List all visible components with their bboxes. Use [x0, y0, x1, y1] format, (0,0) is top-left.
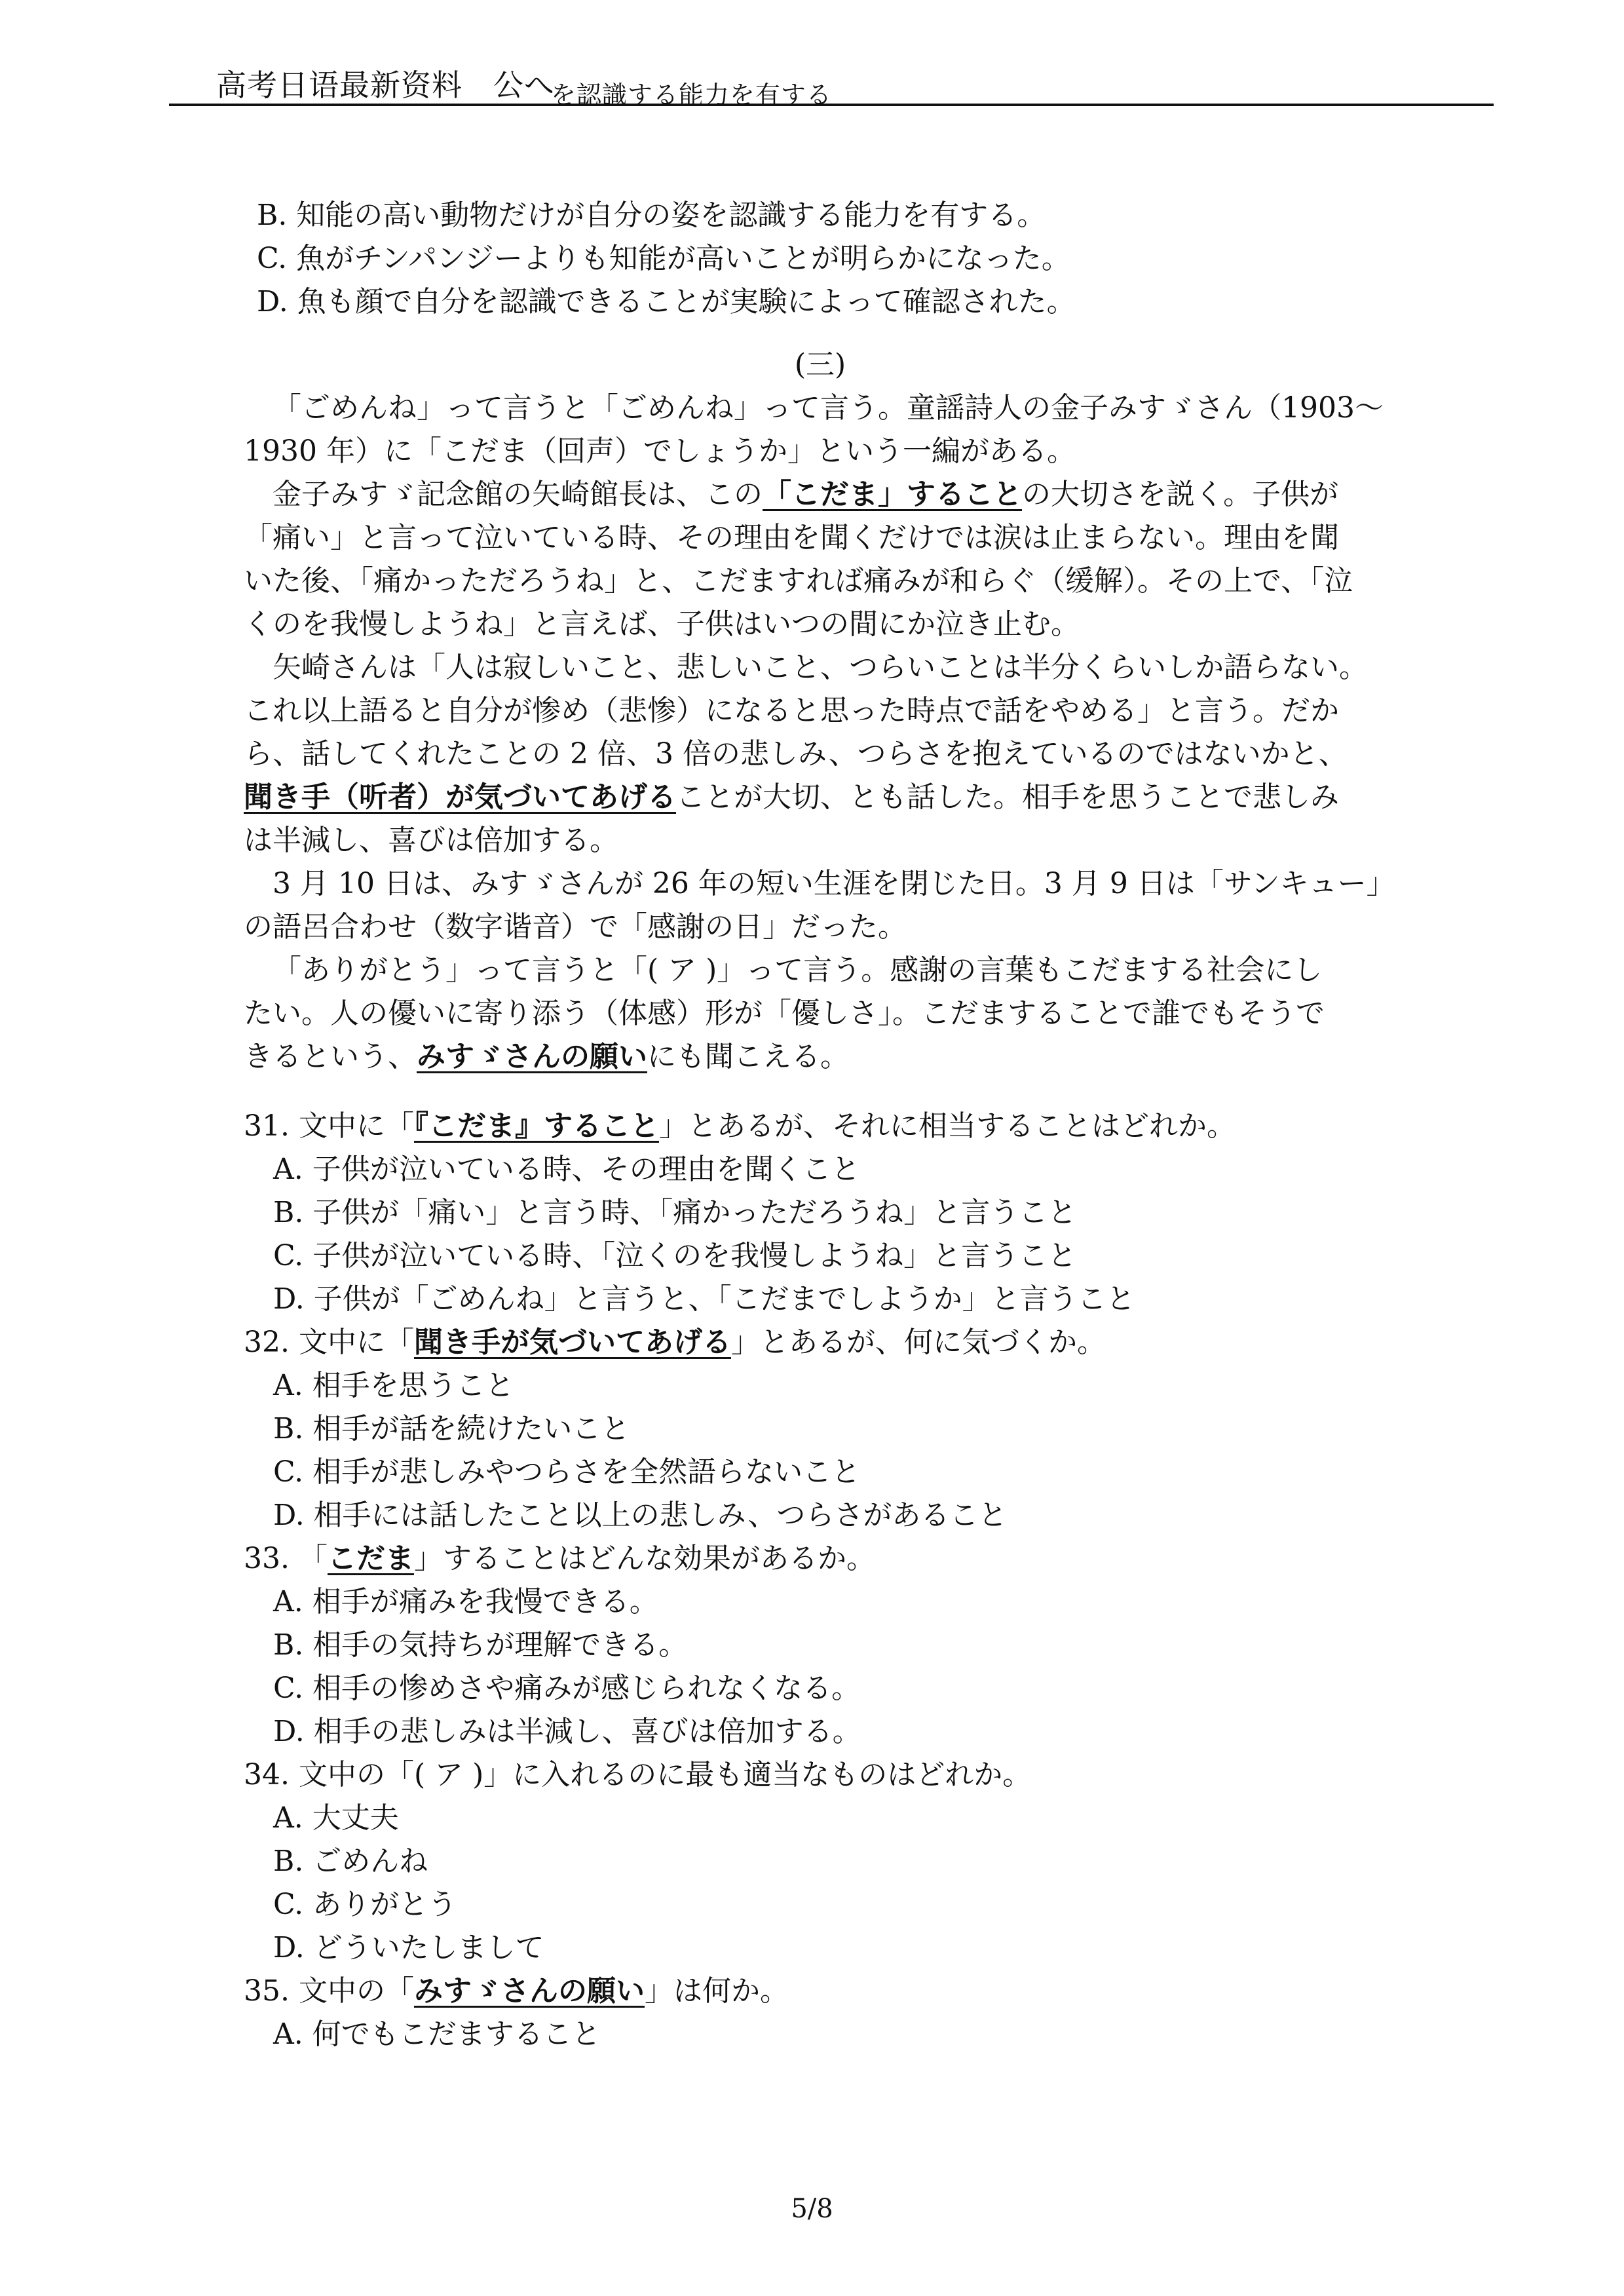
passage-line: ら、話してくれたことの 2 倍、3 倍の悲しみ、つらさを抱えているのではないかと、: [244, 737, 1348, 771]
underlined-phrase: 聞き手が気づいてあげる: [413, 1326, 731, 1359]
option-c: C. 子供が泣いている時、「泣くのを我慢しようね」と言うこと: [273, 1239, 1077, 1272]
previous-question-options: [244, 194, 1397, 324]
passage-line: これ以上語ると自分が惨め（悲惨）になると思った時点で話をやめる」と言う。だか: [244, 694, 1339, 727]
page-number: 5/8: [791, 2194, 833, 2224]
option-c: C. ありがとう: [273, 1888, 457, 1921]
question-stem: [244, 1970, 1397, 2013]
passage-text: 金子みすゞ記念館の矢崎館長は、この: [273, 478, 763, 511]
prev-option-d: D. 魚も顔で自分を認識できることが実験によって確認された。: [257, 285, 1076, 318]
header-title-text: 高考日语最新资料: [216, 67, 463, 103]
passage-text: にも聞こえる。: [647, 1040, 849, 1073]
header-rule: [169, 104, 1494, 106]
section-title: (三): [794, 348, 846, 381]
option-d: D. 子供が「ごめんね」と言うと、「こだまでしようか」と言うこと: [273, 1282, 1135, 1316]
page-header: [169, 58, 1494, 109]
passage-line: 「ごめんね」って言うと「ごめんね」って言う。童謡詩人の金子みすゞさん（1903～: [273, 391, 1384, 425]
passage-line: 1930 年）に「こだま（回声）でしょうか」という一編がある。: [244, 434, 1076, 468]
option-a: A. 子供が泣いている時、その理由を聞くこと: [273, 1153, 860, 1186]
passage-line: 3 月 10 日は、みすゞさんが 26 年の短い生涯を閉じた日。3 月 9 日は「サンキュー」: [273, 867, 1395, 900]
option-d: D. 相手には話したこと以上の悲しみ、つらさがあること: [273, 1499, 1008, 1532]
header-overlap-text: を認識する能力を有する: [550, 81, 832, 109]
option-a: A. 相手が痛みを我慢できる。: [273, 1585, 658, 1618]
header-sub-text: 公へ: [493, 67, 555, 103]
option-b: B. 相手が話を続けたいこと: [273, 1412, 630, 1445]
passage-text: の大切さを説く。子供が: [1022, 478, 1339, 511]
question-text: 」することはどんな効果があるか。: [413, 1542, 875, 1575]
page-content: [244, 194, 1397, 2056]
passage-line: [244, 776, 1397, 819]
option-d: D. どういたしまして: [273, 1931, 544, 1964]
underlined-phrase: 「こだま」すること: [763, 478, 1022, 511]
question-35: [244, 1970, 1397, 2056]
header-title: [216, 62, 832, 109]
passage-text: きるという、: [244, 1040, 417, 1073]
passage-line: 「ありがとう」って言うと「( ア )」って言う。感謝の言葉もこだまする社会にし: [273, 953, 1323, 987]
passage-line: たい。人の優いに寄り添う（体感）形が「優しさ」。こだますることで誰でもそうで: [244, 997, 1325, 1030]
passage-text: ことが大切、とも話した。相手を思うことで悲しみ: [676, 780, 1339, 814]
underlined-phrase: 『こだま』すること: [413, 1109, 659, 1143]
question-stem: 34. 文中の「( ア )」に入れるのに最も適当なものはどれか。: [244, 1758, 1032, 1791]
question-text: 」は何か。: [644, 1974, 789, 2008]
question-33: [244, 1537, 1397, 1753]
option-a: A. 相手を思うこと: [273, 1369, 514, 1402]
option-a: A. 大丈夫: [273, 1801, 399, 1835]
prev-option-c: C. 魚がチンパンジーよりも知能が高いことが明らかになった。: [257, 242, 1070, 275]
question-stem: [244, 1105, 1397, 1148]
underlined-phrase: 聞き手（听者）が気づいてあげる: [244, 780, 676, 814]
option-a: A. 何でもこだますること: [273, 2018, 601, 2051]
option-c: C. 相手の惨めさや痛みが感じられなくなる。: [273, 1672, 861, 1705]
passage-line: [244, 473, 1397, 516]
reading-passage: [244, 387, 1397, 1079]
question-34: [244, 1753, 1397, 1970]
option-d: D. 相手の悲しみは半減し、喜びは倍加する。: [273, 1715, 861, 1748]
passage-line: の語呂合わせ（数字谐音）で「感謝の日」だった。: [244, 910, 907, 944]
passage-line: [244, 1035, 1397, 1079]
passage-line: は半減し、喜びは倍加する。: [244, 824, 618, 857]
option-b: B. ごめんね: [273, 1845, 428, 1878]
passage-line: 矢崎さんは「人は寂しいこと、悲しいこと、つらいことは半分くらいしか語らない。: [273, 651, 1368, 684]
spacer: [244, 1079, 1397, 1105]
prev-option-b: B. 知能の高い動物だけが自分の姿を認識する能力を有する。: [257, 199, 1046, 232]
question-text: 35. 文中の「: [244, 1974, 414, 2008]
passage-line: 「痛い」と言って泣いている時、その理由を聞くだけでは涙は止まらない。理由を聞: [244, 521, 1339, 554]
passage-line: くのを我慢しようね」と言えば、子供はいつの間にか泣き止む。: [244, 607, 1080, 641]
question-text: 」とあるが、それに相当することはどれか。: [658, 1109, 1236, 1143]
question-text: 32. 文中に「: [244, 1326, 414, 1359]
passage-line: いた後、「痛かっただろうね」と、こだますれば痛みが和らぐ（缓解）。その上で、「泣: [244, 564, 1353, 598]
question-text: 33. 「: [244, 1542, 328, 1575]
underlined-phrase: こだま: [327, 1542, 414, 1575]
question-text: 」とあるが、何に気づくか。: [730, 1326, 1106, 1359]
option-b: B. 相手の気持ちが理解できる。: [273, 1628, 688, 1662]
question-32: [244, 1321, 1397, 1537]
question-text: 31. 文中に「: [244, 1109, 414, 1143]
question-stem: [244, 1321, 1397, 1364]
question-stem: [244, 1537, 1397, 1580]
underlined-phrase: みすゞさんの願い: [417, 1040, 647, 1073]
option-c: C. 相手が悲しみやつらさを全然語らないこと: [273, 1455, 861, 1489]
option-b: B. 子供が「痛い」と言う時、「痛かっただろうね」と言うこと: [273, 1196, 1077, 1229]
question-31: [244, 1105, 1397, 1321]
underlined-phrase: みすゞさんの願い: [413, 1974, 645, 2008]
